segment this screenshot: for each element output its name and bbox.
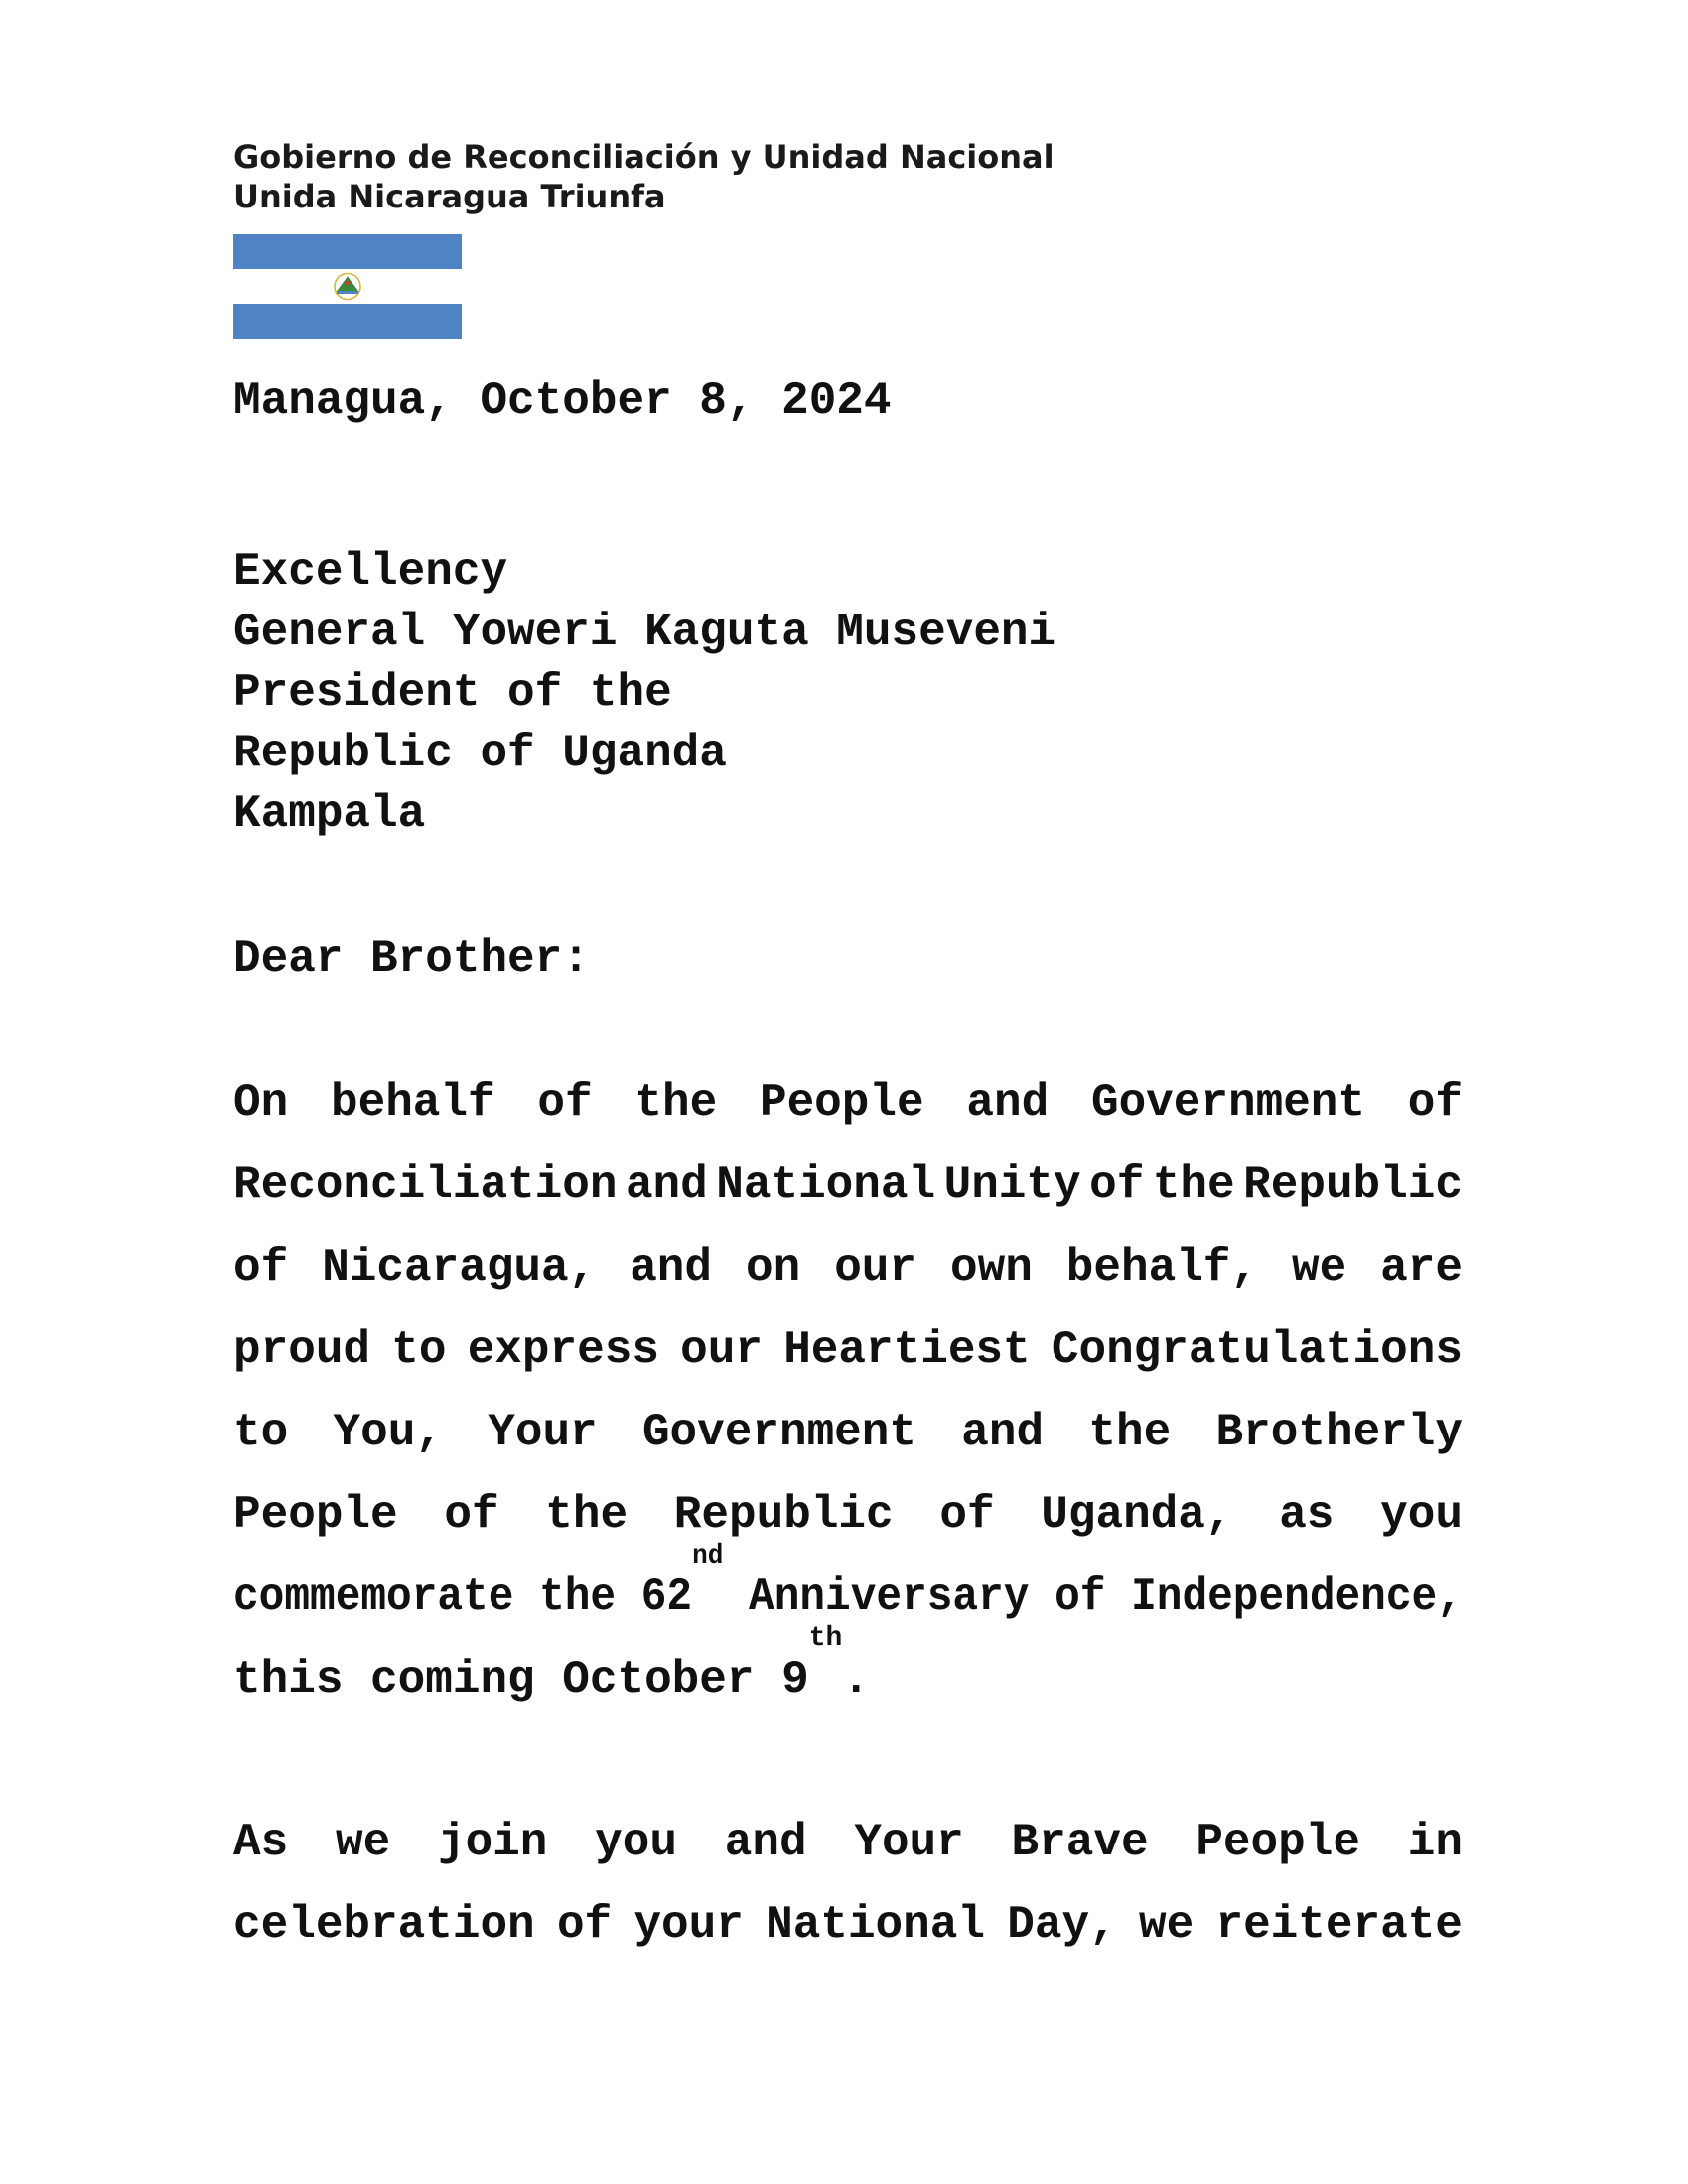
word: of xyxy=(1407,1077,1463,1129)
word: Congratulations xyxy=(1051,1324,1463,1376)
word: you xyxy=(595,1817,677,1868)
word: celebration xyxy=(233,1899,535,1951)
word: and xyxy=(966,1077,1050,1129)
word: Your xyxy=(854,1817,964,1868)
word: Brave xyxy=(1011,1817,1149,1868)
word: our xyxy=(680,1324,763,1376)
nicaragua-flag-icon xyxy=(233,234,462,339)
word: own xyxy=(949,1242,1033,1294)
word: on xyxy=(746,1242,801,1294)
word: the xyxy=(545,1489,629,1541)
word: Republic xyxy=(673,1489,894,1541)
word: to xyxy=(391,1324,447,1376)
paragraph-line xyxy=(233,1884,1463,1967)
word: of xyxy=(556,1899,613,1951)
word: and xyxy=(961,1407,1045,1458)
word: Uganda, xyxy=(1041,1489,1233,1541)
word: and xyxy=(630,1242,713,1294)
word: proud xyxy=(233,1324,371,1376)
text-run: . xyxy=(842,1654,870,1706)
address-line: Excellency xyxy=(233,546,508,598)
paragraph-line xyxy=(233,1392,1463,1474)
word: People xyxy=(1196,1817,1360,1868)
word: National xyxy=(766,1899,985,1951)
salutation: Dear Brother: xyxy=(233,933,590,985)
word: and xyxy=(724,1817,807,1868)
address-line: General Yoweri Kaguta Museveni xyxy=(233,607,1056,658)
word: As xyxy=(233,1817,289,1868)
word: You, xyxy=(333,1407,443,1458)
text-run: Anniversary of Independence, xyxy=(723,1571,1463,1623)
word: of xyxy=(233,1242,289,1294)
body-paragraph-1 xyxy=(233,1062,1463,1721)
paragraph-line xyxy=(233,1309,1463,1392)
word: Government xyxy=(641,1407,916,1458)
word: to xyxy=(233,1407,289,1458)
paragraph-line xyxy=(233,1802,1463,1884)
word: Government xyxy=(1090,1077,1366,1129)
paragraph-line xyxy=(233,1541,1463,1639)
word: your xyxy=(633,1899,744,1951)
ordinal-suffix: nd xyxy=(692,1541,724,1571)
ordinal-suffix: th xyxy=(808,1623,843,1654)
word: the xyxy=(634,1077,718,1129)
word: as xyxy=(1279,1489,1335,1541)
letter-date: Managua, October 8, 2024 xyxy=(233,375,892,427)
word: of xyxy=(444,1489,499,1541)
letterhead xyxy=(233,137,1055,216)
word: we xyxy=(1138,1899,1195,1951)
address-line: Kampala xyxy=(233,788,426,840)
word: express xyxy=(467,1324,659,1376)
word: On xyxy=(233,1077,289,1129)
address-line: Republic of Uganda xyxy=(233,728,727,779)
word: we xyxy=(335,1817,391,1868)
word: we xyxy=(1291,1242,1347,1294)
word: reiterate xyxy=(1215,1899,1463,1951)
word: of xyxy=(939,1489,995,1541)
word: our xyxy=(834,1242,917,1294)
text-run: this coming October 9 xyxy=(233,1654,809,1706)
paragraph-line xyxy=(233,1062,1463,1145)
word: the xyxy=(1152,1160,1235,1211)
word: Your xyxy=(488,1407,598,1458)
letterhead-government-name: Gobierno de Reconciliación y Unidad Nacional xyxy=(233,138,1055,176)
word: of xyxy=(1089,1160,1145,1211)
word: Unity xyxy=(943,1160,1081,1211)
word: People xyxy=(759,1077,924,1129)
paragraph-line xyxy=(233,1227,1463,1309)
paragraph-line xyxy=(233,1623,1463,1721)
recipient-address xyxy=(233,542,1055,845)
word: National xyxy=(716,1160,936,1211)
word: of xyxy=(537,1077,593,1129)
letterhead-slogan: Unida Nicaragua Triunfa xyxy=(233,178,666,215)
word: you xyxy=(1380,1489,1463,1541)
word: Republic xyxy=(1243,1160,1463,1211)
word: Day, xyxy=(1007,1899,1117,1951)
word: join xyxy=(437,1817,548,1868)
paragraph-line xyxy=(233,1145,1463,1227)
word: Nicaragua, xyxy=(322,1242,597,1294)
word: are xyxy=(1380,1242,1463,1294)
address-line: President of the xyxy=(233,667,672,719)
word: behalf, xyxy=(1065,1242,1259,1294)
paragraph-line xyxy=(233,1474,1463,1557)
word: and xyxy=(625,1160,708,1211)
word: in xyxy=(1407,1817,1463,1868)
word: Heartiest xyxy=(783,1324,1031,1376)
word: People xyxy=(233,1489,398,1541)
word: behalf xyxy=(330,1077,495,1129)
word: the xyxy=(1088,1407,1172,1458)
text-run: commemorate the 62 xyxy=(233,1571,693,1623)
body-paragraph-2 xyxy=(233,1802,1463,1967)
word: Reconciliation xyxy=(233,1160,618,1211)
word: Brotherly xyxy=(1215,1407,1463,1458)
